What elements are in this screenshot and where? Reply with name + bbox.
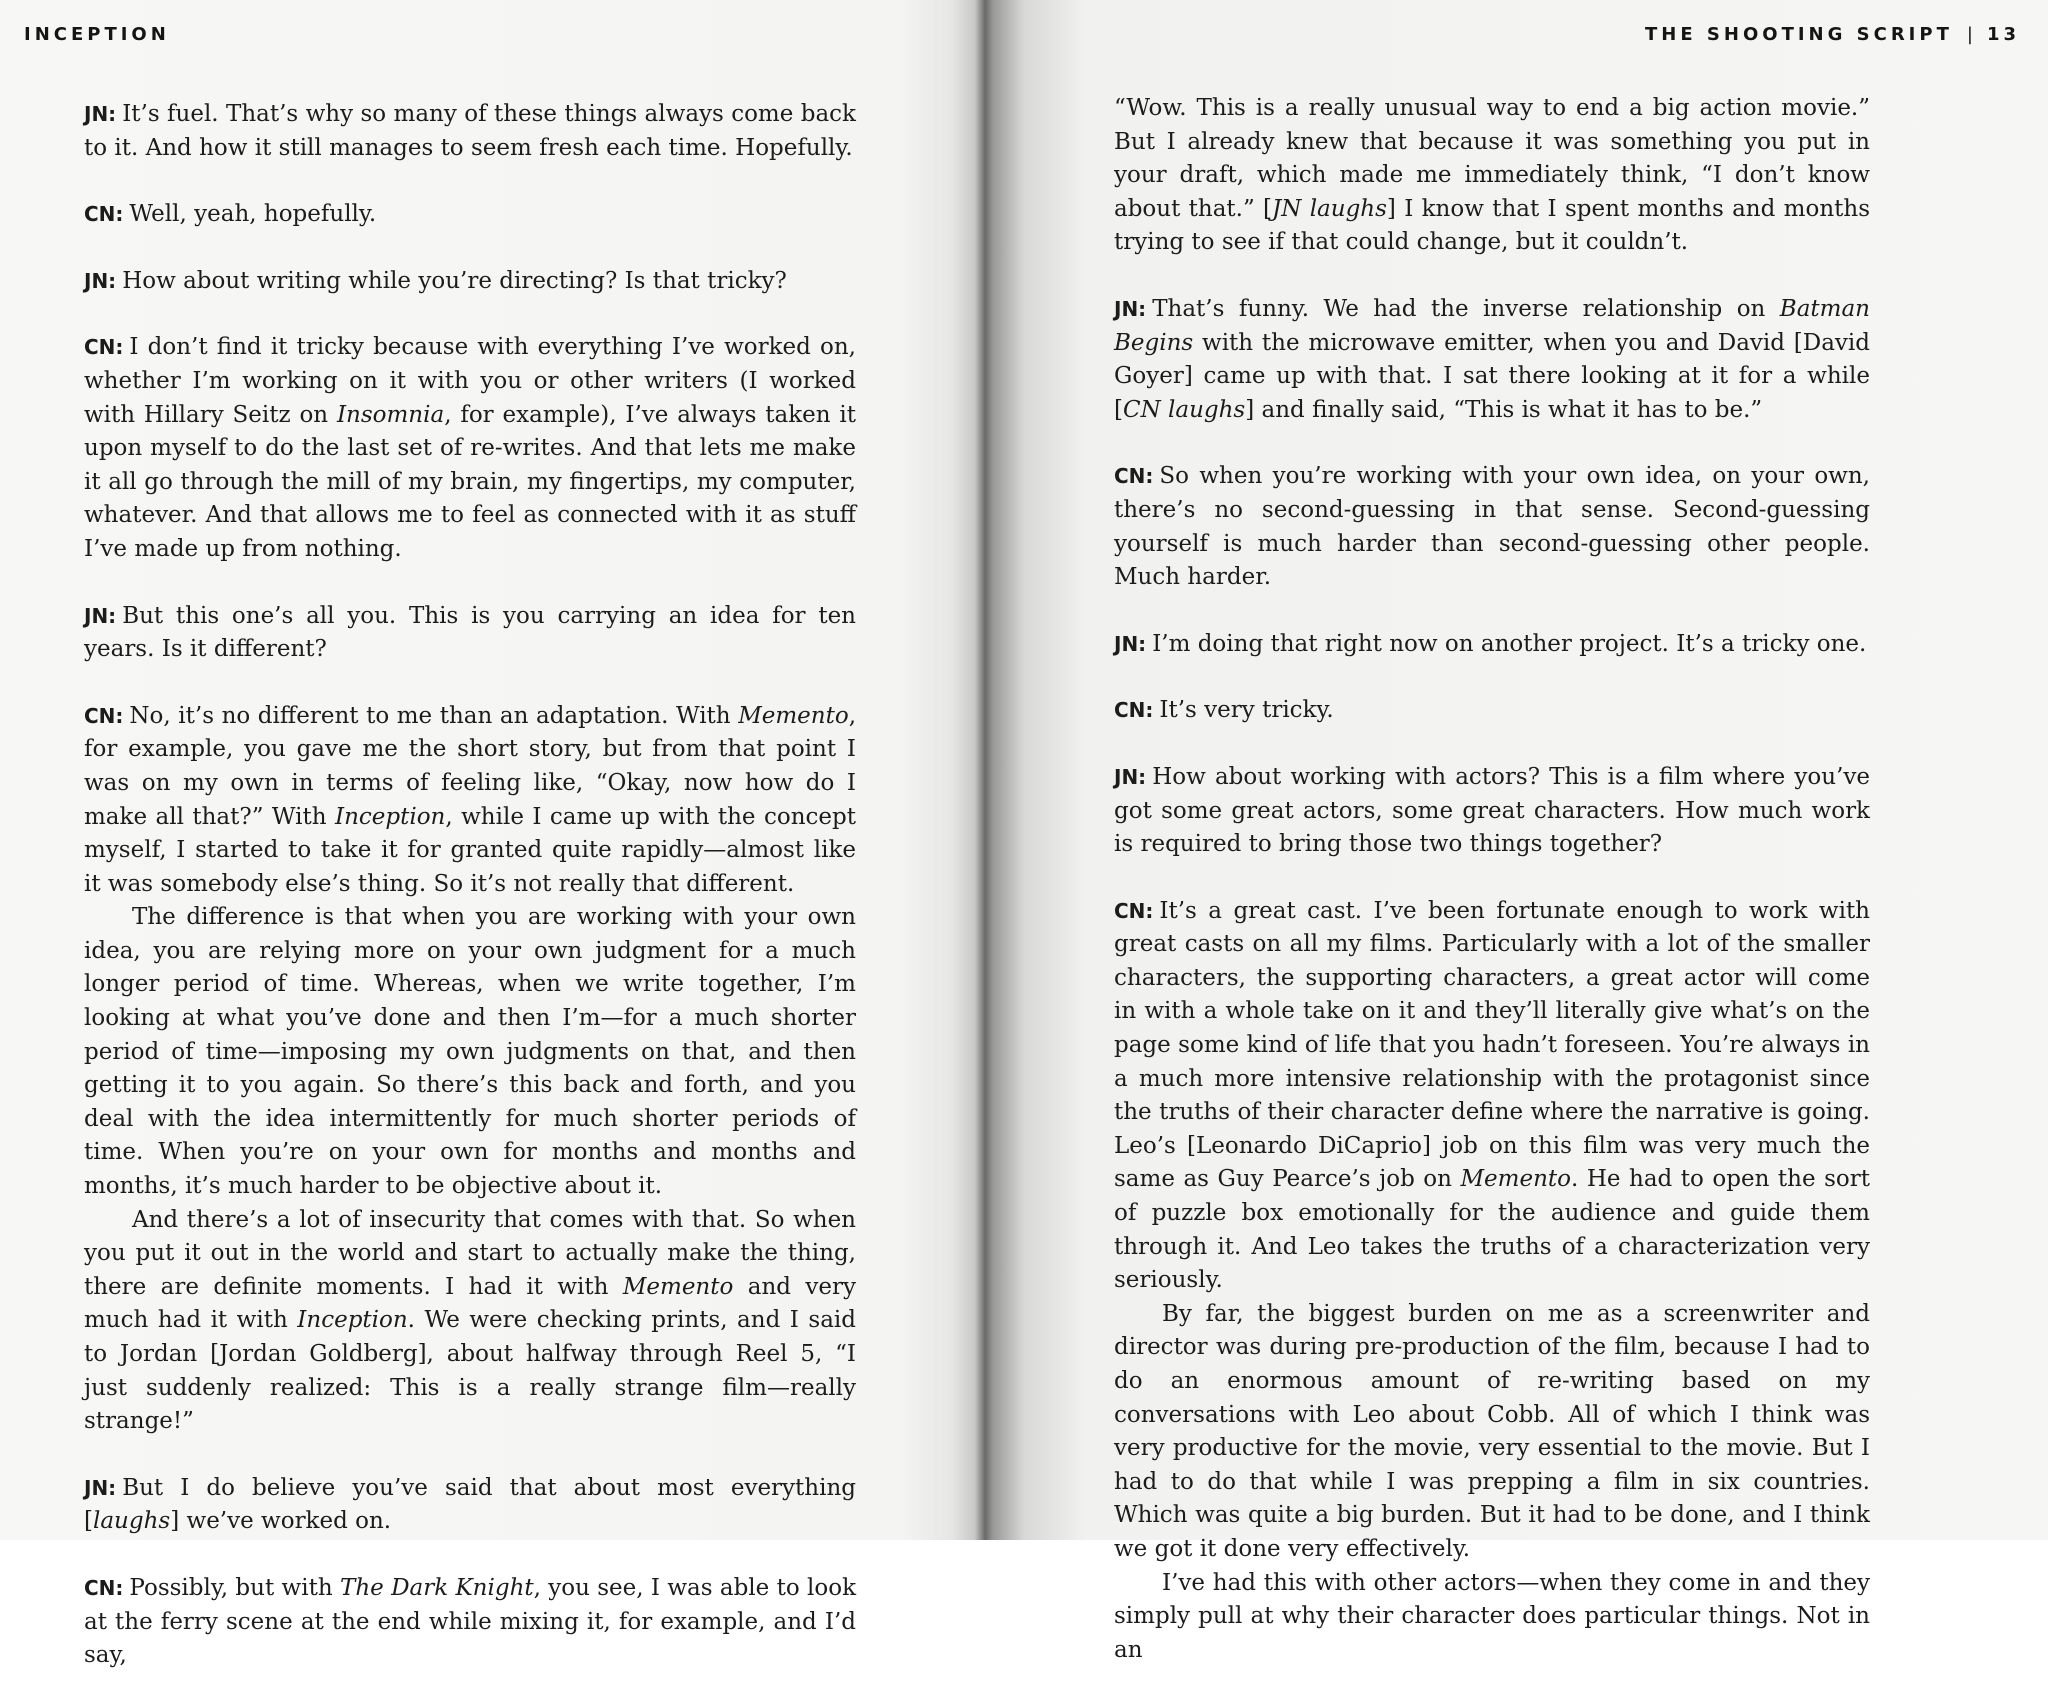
interview-exchange [1114, 694, 1870, 728]
interview-exchange [84, 198, 856, 232]
right-page [980, 0, 2048, 1663]
italic-title: Memento [1460, 1166, 1571, 1193]
running-head-left: INCEPTION [24, 24, 170, 45]
interview-exchange [1114, 761, 1870, 862]
paragraph: CN: I don’t find it tricky because with everything I’ve worked on, whether I’m working on it with you or other writers (I worked with Hillary Seitz on Insomnia, for example), I’ve always taken it upon myself to do the last set of re-writes. And that lets me make it all go through the mill of my brain, my fingertips, my computer, whatever. And that allows me to feel as connected with it as stuff I’ve made up from nothing. [84, 334, 856, 562]
paragraph: JN: That’s funny. We had the inverse relationship on Batman Begins with the microwave emitter, when you and David [David Goyer] came up with that. I sat there looking at it for a while [CN laughs] and finally said, “This is what it has to be.” [1114, 295, 1870, 423]
paragraph: CN: Well, yeah, hopefully. [84, 201, 377, 228]
paragraph: By far, the biggest burden on me as a screenwriter and director was during pre-production of the film, because I had to do an enormous amount of re-writing based on my conversations with Leo about Cobb. All of which I think was very productive for the movie, very essential to the movie. But I had to do that while I was prepping a film in six countries. Which was quite a big burden. But it had to be done, and I think we got it done very effectively. [1114, 1300, 1870, 1562]
paragraph: JN: But this one’s all you. This is you carrying an idea for ten years. Is it different? [84, 602, 856, 663]
speaker-label: JN: [84, 102, 117, 126]
interview-exchange [1114, 628, 1870, 662]
interview-exchange [1114, 293, 1870, 427]
interview-exchange [84, 600, 856, 667]
speaker-label: JN: [1114, 764, 1147, 789]
italic-title: JN laughs [1272, 195, 1387, 222]
paragraph: The difference is that when you are working with your own idea, you are relying more on your own judgment for a much longer period of time. Whereas, when we write together, I’m looking at what you’ve done and then I’m—for a much shorter period of time—imposing my own judgments on that, and then getting it to you again. So there’s this back and forth, and you deal with the idea intermittently for much shorter periods of time. When you’re on your own for months and months and months, it’s much harder to be objective about it. [84, 904, 856, 1200]
interview-exchange [1114, 895, 1870, 1668]
paragraph: I’ve had this with other actors—when they come in and they simply pull at why their character does particular things. Not in an [1114, 1569, 1870, 1663]
italic-title: Memento [622, 1273, 734, 1300]
speaker-label: JN: [1114, 296, 1147, 321]
italic-title: Inception [335, 803, 446, 830]
speaker-label: CN: [1114, 898, 1154, 923]
italic-title: laughs [92, 1508, 171, 1535]
italic-title: Memento [738, 702, 849, 729]
italic-title: Inception [297, 1307, 408, 1334]
italic-title: Batman Begins [1114, 295, 1870, 356]
paragraph: JN: But I do believe you’ve said that about most everything [laughs] we’ve worked on. [84, 1474, 856, 1535]
speaker-label: CN: [84, 1575, 124, 1600]
interview-exchange [84, 265, 856, 299]
speaker-label: JN: [84, 603, 117, 628]
interview-exchange [84, 700, 856, 1439]
speaker-label: JN: [84, 268, 117, 293]
interview-exchange [84, 98, 856, 165]
paragraph: JN: It’s fuel. That’s why so many of these things always come back to it. And how it still manages to seem fresh each time. Hopefully. [84, 101, 856, 161]
interview-exchange [1114, 460, 1870, 594]
speaker-label: CN: [84, 335, 124, 360]
interview-exchange [1114, 92, 1870, 260]
running-head-separator: | [1966, 24, 1977, 45]
speaker-label: CN: [1114, 464, 1154, 489]
italic-title: Insomnia [336, 401, 445, 428]
interview-exchange [84, 1572, 856, 1673]
paragraph: JN: I’m doing that right now on another project. It’s a tricky one. [1114, 630, 1867, 657]
paragraph: CN: No, it’s no different to me than an adaptation. With Memento, for example, you gave me the short story, but from that point I was on my own in terms of feeling like, “Okay, now how do I make all that?” With Inception, while I came up with the concept myself, I started to take it for granted quite rapidly—almost like it was somebody else’s thing. So it’s not really that different. [84, 702, 856, 897]
paragraph: JN: How about writing while you’re directing? Is that tricky? [84, 267, 787, 294]
page-number: 13 [1986, 24, 2020, 45]
paragraph: CN: It’s a great cast. I’ve been fortunate enough to work with great casts on all my films. Particularly with a lot of the smaller characters, the supporting characters, a great actor will come in with a whole take on it and they’ll literally give what’s on the page some kind of life that you hadn’t foreseen. You’re always in a much more intensive relationship with the protagonist since the truths of their character define where the narrative is going. Leo’s [Leonardo DiCaprio] job on this film was very much the same as Guy Pearce’s job on Memento. He had to open the sort of puzzle box emotionally for the audience and guide them through it. And Leo takes the truths of a characterization very seriously. [1114, 897, 1870, 1294]
left-page-body [84, 98, 856, 1706]
paragraph: CN: It’s very tricky. [1114, 697, 1334, 724]
running-head-title: THE SHOOTING SCRIPT [1645, 24, 1953, 45]
interview-exchange [84, 331, 856, 566]
paragraph: JN: How about working with actors? This is a film where you’ve got some great actors, some great characters. How much work is required to bring those two things together? [1114, 763, 1870, 858]
interview-exchange [84, 1472, 856, 1539]
speaker-label: JN: [84, 1475, 117, 1500]
paragraph: “Wow. This is a really unusual way to end a big action movie.” But I already knew that because it was something you put in your draft, which made me immediately think, “I don’t know about that.” [JN laughs] I know that I spent months and months trying to see if that could change, but it couldn’t. [1114, 95, 1870, 256]
right-page-body [1114, 92, 1870, 1700]
speaker-label: JN: [1114, 631, 1147, 656]
running-head-right [1645, 24, 2020, 45]
speaker-label: CN: [1114, 698, 1154, 723]
paragraph: CN: So when you’re working with your own idea, on your own, there’s no second-guessing in that sense. Second-guessing yourself is much harder than second-guessing other people. Much harder. [1114, 463, 1870, 591]
paragraph: CN: Possibly, but with The Dark Knight, you see, I was able to look at the ferry scene at the end while mixing it, for example, and I’d say, [84, 1574, 856, 1669]
left-page [0, 0, 960, 1669]
speaker-label: CN: [84, 202, 124, 227]
italic-title: The Dark Knight [339, 1574, 534, 1601]
speaker-label: CN: [84, 703, 124, 728]
paragraph: And there’s a lot of insecurity that comes with that. So when you put it out in the world and start to actually make the thing, there are definite moments. I had it with Memento and very much had it with Inception. We were checking prints, and I said to Jordan [Jordan Goldberg], about halfway through Reel 5, “I just suddenly realized: This is a really strange film—really strange!” [84, 1206, 857, 1435]
italic-title: CN laughs [1122, 396, 1246, 423]
